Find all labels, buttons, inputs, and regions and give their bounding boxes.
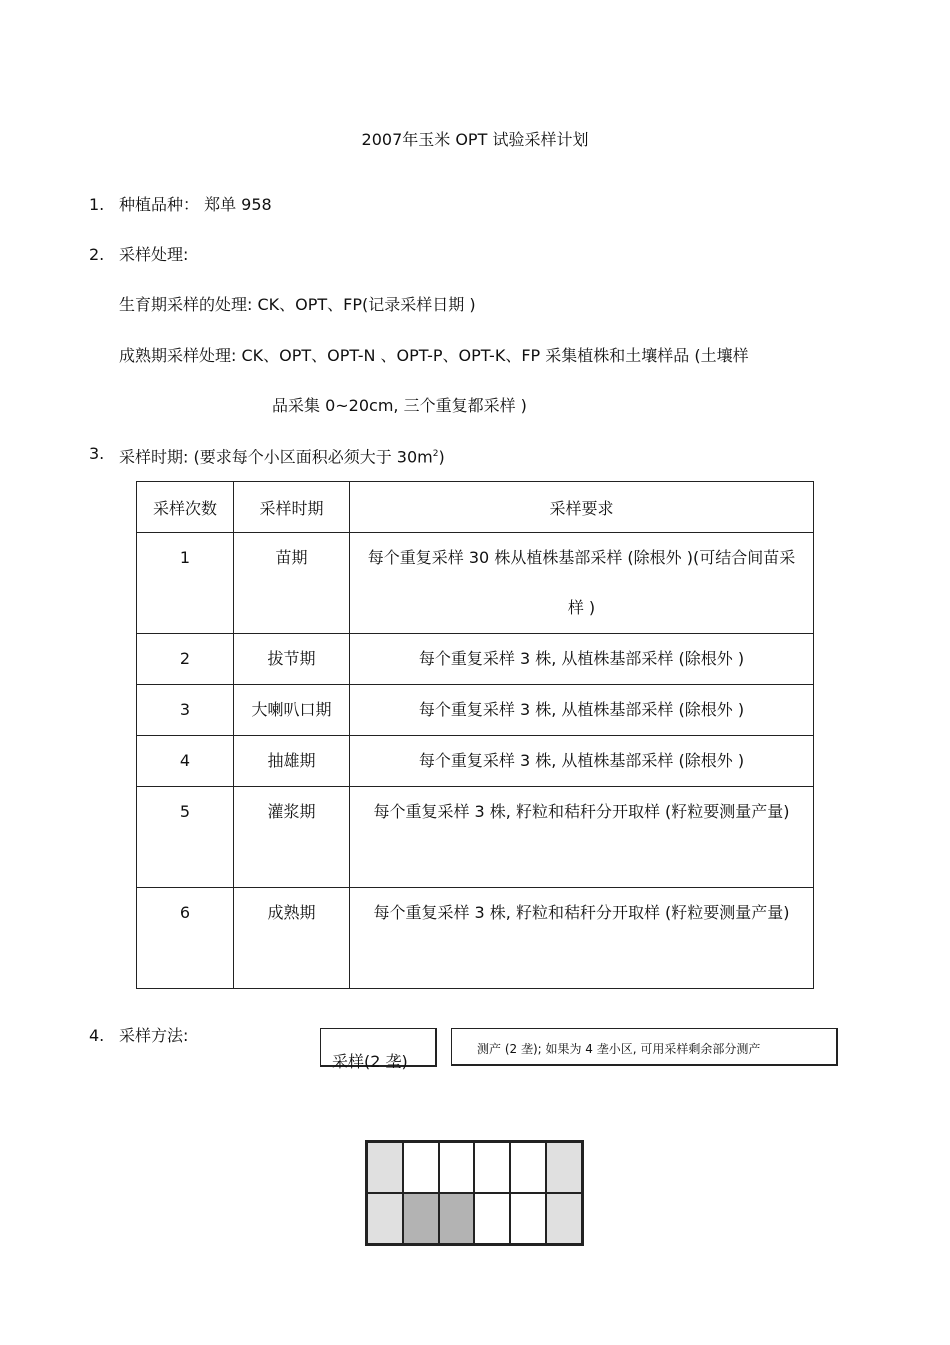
cell-requirement: 每个重复采样 3 株, 籽粒和秸秆分开取样 (籽粒要测量产量) [350, 787, 814, 888]
cell-period: 大喇叭口期 [234, 685, 350, 736]
table-row [137, 888, 814, 989]
cell-period: 成熟期 [234, 888, 350, 989]
cell-requirement: 每个重复采样 30 株从植株基部采样 (除根外 )(可结合间苗采样 ) [350, 533, 814, 634]
cell-requirement: 每个重复采样 3 株, 从植株基部采样 (除根外 ) [350, 685, 814, 736]
table-row [137, 685, 814, 736]
document-title: 2007年玉米 OPT 试验采样计划 [361, 130, 589, 149]
table-row [137, 787, 814, 888]
cell-period: 苗期 [234, 533, 350, 634]
cell-requirement: 每个重复采样 3 株, 从植株基部采样 (除根外 ) [350, 736, 814, 787]
plot-cell [474, 1193, 510, 1244]
plot-cell [510, 1193, 546, 1244]
section-2-number: 2. [89, 245, 105, 264]
section-1-variety: 种植品种： 郑单 958 [119, 195, 272, 214]
section-3-number: 3. [89, 444, 105, 463]
cell-count: 4 [137, 736, 234, 787]
sampling-schedule-table [136, 481, 814, 989]
growth-period-treatments: 生育期采样的处理: CK、OPT、FP(记录采样日期 ) [119, 295, 476, 314]
legend-sampling-label: 采样(2 垄) [332, 1052, 408, 1071]
cell-count: 6 [137, 888, 234, 989]
header-sampling-count: 采样次数 [137, 482, 234, 533]
cell-requirement: 每个重复采样 3 株, 籽粒和秸秆分开取样 (籽粒要测量产量) [350, 888, 814, 989]
plot-cell [403, 1142, 439, 1193]
maturity-treatments-line-1: 成熟期采样处理: CK、OPT、OPT-N 、OPT-P、OPT-K、FP 采集植株和土壤样品 (土壤样 [119, 346, 749, 365]
maturity-treatments-line-2: 品采集 0~20cm, 三个重复都采样 ) [272, 396, 527, 415]
plot-cell-border [367, 1142, 403, 1193]
table-row [137, 634, 814, 685]
plot-cell-sampled [439, 1193, 475, 1244]
section-3-heading: 采样时期: (要求每个小区面积必须大于 $30m^2$) [119, 447, 445, 467]
section-2-heading: 采样处理: [119, 245, 189, 264]
header-sampling-period: 采样时期 [234, 482, 350, 533]
plot-cell-sampled [403, 1193, 439, 1244]
cell-count: 3 [137, 685, 234, 736]
cell-period: 拔节期 [234, 634, 350, 685]
plot-cell-border [546, 1142, 582, 1193]
plot-cell-border [546, 1193, 582, 1244]
cell-period: 灌浆期 [234, 787, 350, 888]
table-row [137, 533, 814, 634]
section-4-heading: 采样方法: [119, 1026, 189, 1045]
cell-count: 5 [137, 787, 234, 888]
table-row [137, 736, 814, 787]
legend-yield-label: 测产 (2 垄); 如果为 4 垄小区, 可用采样剩余部分测产 [477, 1042, 761, 1056]
legend-yield-box [451, 1028, 838, 1066]
cell-period: 抽雄期 [234, 736, 350, 787]
plot-cell-border [367, 1193, 403, 1244]
cell-requirement: 每个重复采样 3 株, 从植株基部采样 (除根外 ) [350, 634, 814, 685]
plot-layout-grid [365, 1140, 584, 1246]
plot-cell [439, 1142, 475, 1193]
plot-cell [474, 1142, 510, 1193]
section-4-number: 4. [89, 1026, 105, 1045]
header-sampling-requirement: 采样要求 [350, 482, 814, 533]
table-header-row [137, 482, 814, 533]
legend-sampling-box [320, 1028, 437, 1071]
cell-count: 2 [137, 634, 234, 685]
cell-count: 1 [137, 533, 234, 634]
section-1-number: 1. [89, 195, 105, 214]
plot-cell [510, 1142, 546, 1193]
